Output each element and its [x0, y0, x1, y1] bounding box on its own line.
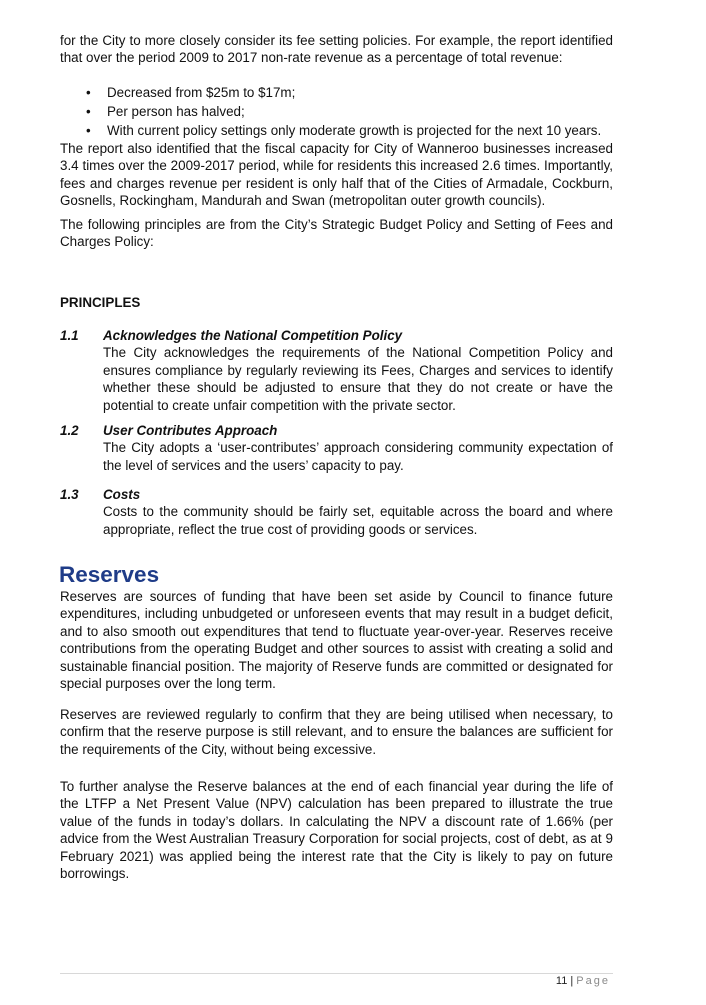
principle-item	[60, 327, 613, 414]
page-footer	[556, 974, 610, 988]
page-label: Page	[576, 975, 610, 987]
reserves-paragraph: Reserves are reviewed regularly to confirm that they are being utilised when necessary, to confirm that the reserve purpose is still relevant, and to ensure the balances are sufficient for the requirements of the City, without being excessive.	[60, 707, 613, 757]
bullet-item	[60, 102, 613, 121]
principles-intro-paragraph: The following principles are from the City’s Strategic Budget Policy and Setting of Fees and Charges Policy:	[60, 217, 613, 250]
bullet-item	[60, 121, 613, 140]
principle-body: The City adopts a ‘user-contributes’ approach considering community expectation of the level of services and the users’ capacity to pay.	[103, 440, 613, 473]
reserves-paragraph: To further analyse the Reserve balances at the end of each financial year during the life of the LTFP a Net Present Value (NPV) calculation has been prepared to illustrate the true value of the funds in today’s dollars. In calculating the NPV a discount rate of 1.66% (per advice from the West Australian Treasury Corporation for social projects, cost of debt, as at 9 February 2021) was applied being the interest rate that the City is likely to pay on future borrowings.	[60, 779, 613, 882]
bullet-icon: •	[86, 104, 91, 119]
principle-title: Acknowledges the National Competition Policy	[103, 328, 403, 343]
page-number: 11	[555, 975, 568, 987]
principle-body: Costs to the community should be fairly set, equitable across the board and where appropriate, reflect the true cost of providing goods or services.	[103, 504, 613, 537]
principle-number: 1.2	[60, 423, 79, 438]
bullet-text: Per person has halved;	[107, 104, 245, 119]
reserves-paragraph: Reserves are sources of funding that have been set aside by Council to finance future expenditures, including unbudgeted or unforeseen events that may result in a budget deficit, and to also smooth out expenditures that tend to fluctuate year-over-year. Reserves receive contributions from the operating Budget and other sources to assist with creating a solid and sustainable financial position. The majority of Reserve funds are committed or designated for special purposes over the long term.	[60, 589, 613, 692]
reserves-heading: Reserves	[59, 562, 160, 587]
principle-item	[60, 422, 613, 474]
footer-separator: |	[570, 975, 574, 987]
bullet-text: With current policy settings only moderate growth is projected for the next 10 years.	[107, 123, 602, 138]
bullet-icon: •	[86, 85, 91, 100]
bullet-icon: •	[86, 123, 91, 138]
footer-divider	[60, 973, 613, 974]
bullet-text: Decreased from $25m to $17m;	[107, 85, 296, 100]
revenue-bullet-list	[60, 83, 613, 140]
principle-title: User Contributes Approach	[103, 423, 278, 438]
principle-number: 1.3	[60, 487, 79, 502]
principles-heading: PRINCIPLES	[60, 295, 141, 310]
bullet-item	[60, 83, 613, 102]
principle-body: The City acknowledges the requirements of the National Competition Policy and ensures compliance by regularly reviewing its Fees, Charges and services to identify whether these should be adjusted to ensure that they do not create or have the potential to create unfair competition with the private sector.	[103, 345, 613, 413]
fiscal-capacity-paragraph: The report also identified that the fiscal capacity for City of Wanneroo businesses increased 3.4 times over the 2009-2017 period, while for residents this increased 2.6 times. Importantly, fees and charges revenue per resident is only half that of the Cities of Armadale, Cockburn, Gosnells, Rockingham, Mandurah and Swan (metropolitan outer growth councils).	[60, 141, 613, 209]
intro-paragraph: for the City to more closely consider its fee setting policies. For example, the report identified that over the period 2009 to 2017 non-rate revenue as a percentage of total revenue:	[60, 33, 613, 66]
principle-title: Costs	[103, 487, 141, 502]
principle-number: 1.1	[60, 328, 79, 343]
principle-item	[60, 486, 613, 538]
